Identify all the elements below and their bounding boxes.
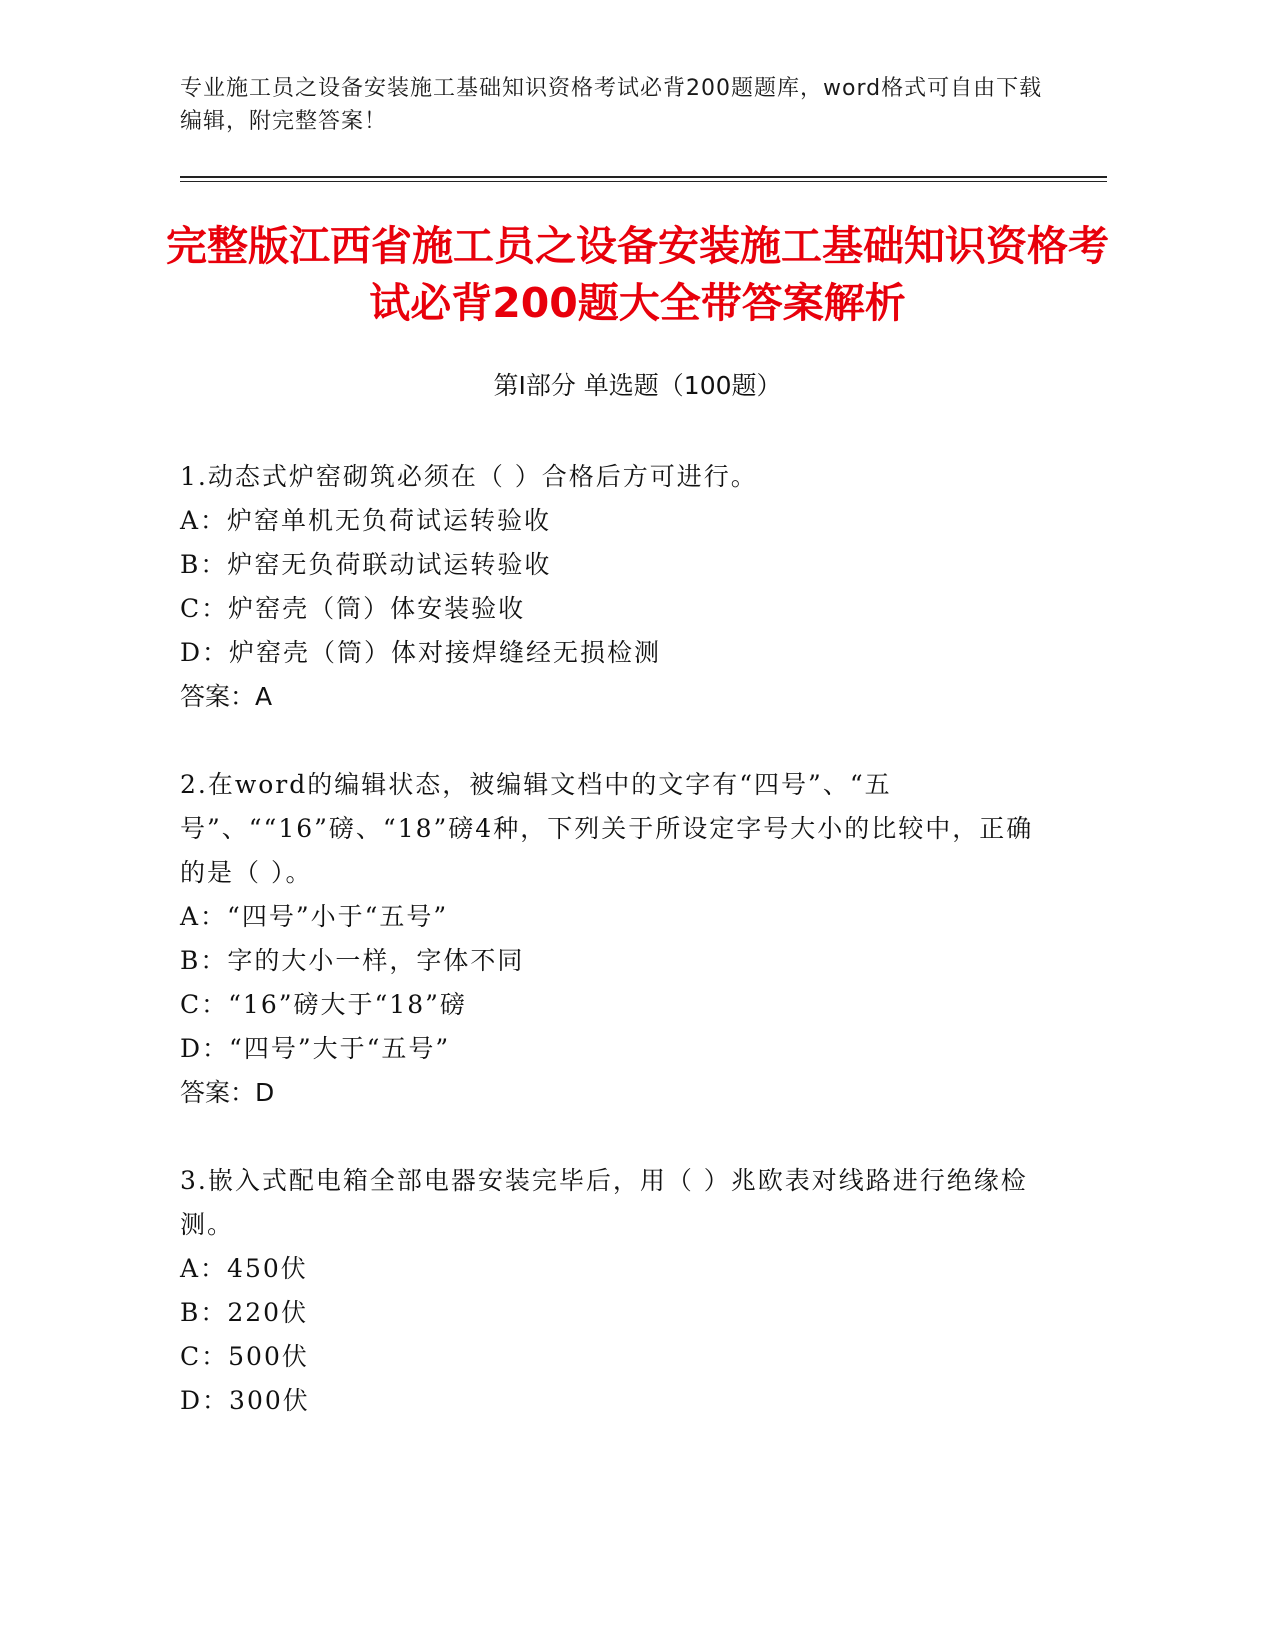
question-list <box>180 455 1040 1423</box>
header-divider-thin <box>180 181 1107 182</box>
option-c: C：500伏 <box>180 1342 309 1371</box>
question-stem: 3.嵌入式配电箱全部电器安装完毕后，用（ ）兆欧表对线路进行绝缘检测。 <box>180 1166 1028 1239</box>
section-heading: 第Ⅰ部分 单选题（100题） <box>493 371 782 400</box>
question-2 <box>180 763 1040 1115</box>
document-title: 完整版江西省施工员之设备安装施工基础知识资格考试必背200题大全带答案解析 <box>166 222 1109 327</box>
question-spacer <box>180 719 1040 763</box>
header-note: 专业施工员之设备安装施工基础知识资格考试必背200题题库，word格式可自由下载编辑，附完整答案！ <box>180 76 1043 134</box>
option-b: B：字的大小一样，字体不同 <box>180 946 525 975</box>
header-divider-thick <box>180 176 1107 178</box>
question-stem: 1.动态式炉窑砌筑必须在（ ）合格后方可进行。 <box>180 462 758 491</box>
option-c: C：“16”磅大于“18”磅 <box>180 990 467 1019</box>
option-c: C：炉窑壳（筒）体安装验收 <box>180 594 526 623</box>
option-b: B：220伏 <box>180 1298 309 1327</box>
option-a: A：“四号”小于“五号” <box>180 902 449 931</box>
answer-line: 答案：A <box>180 682 273 711</box>
option-d: D：炉窑壳（筒）体对接焊缝经无损检测 <box>180 638 662 667</box>
question-spacer <box>180 1115 1040 1159</box>
answer-line: 答案：D <box>180 1078 275 1107</box>
question-stem: 2.在word的编辑状态，被编辑文档中的文字有“四号”、“五号”、““16”磅、“18”磅4种，下列关于所设定字号大小的比较中，正确的是（ ）。 <box>180 770 1034 887</box>
option-b: B：炉窑无负荷联动试运转验收 <box>180 550 552 579</box>
option-a: A：450伏 <box>180 1254 308 1283</box>
option-d: D：300伏 <box>180 1386 310 1415</box>
option-d: D：“四号”大于“五号” <box>180 1034 451 1063</box>
option-a: A：炉窑单机无负荷试运转验收 <box>180 506 552 535</box>
question-1 <box>180 455 1040 719</box>
question-3 <box>180 1159 1040 1423</box>
